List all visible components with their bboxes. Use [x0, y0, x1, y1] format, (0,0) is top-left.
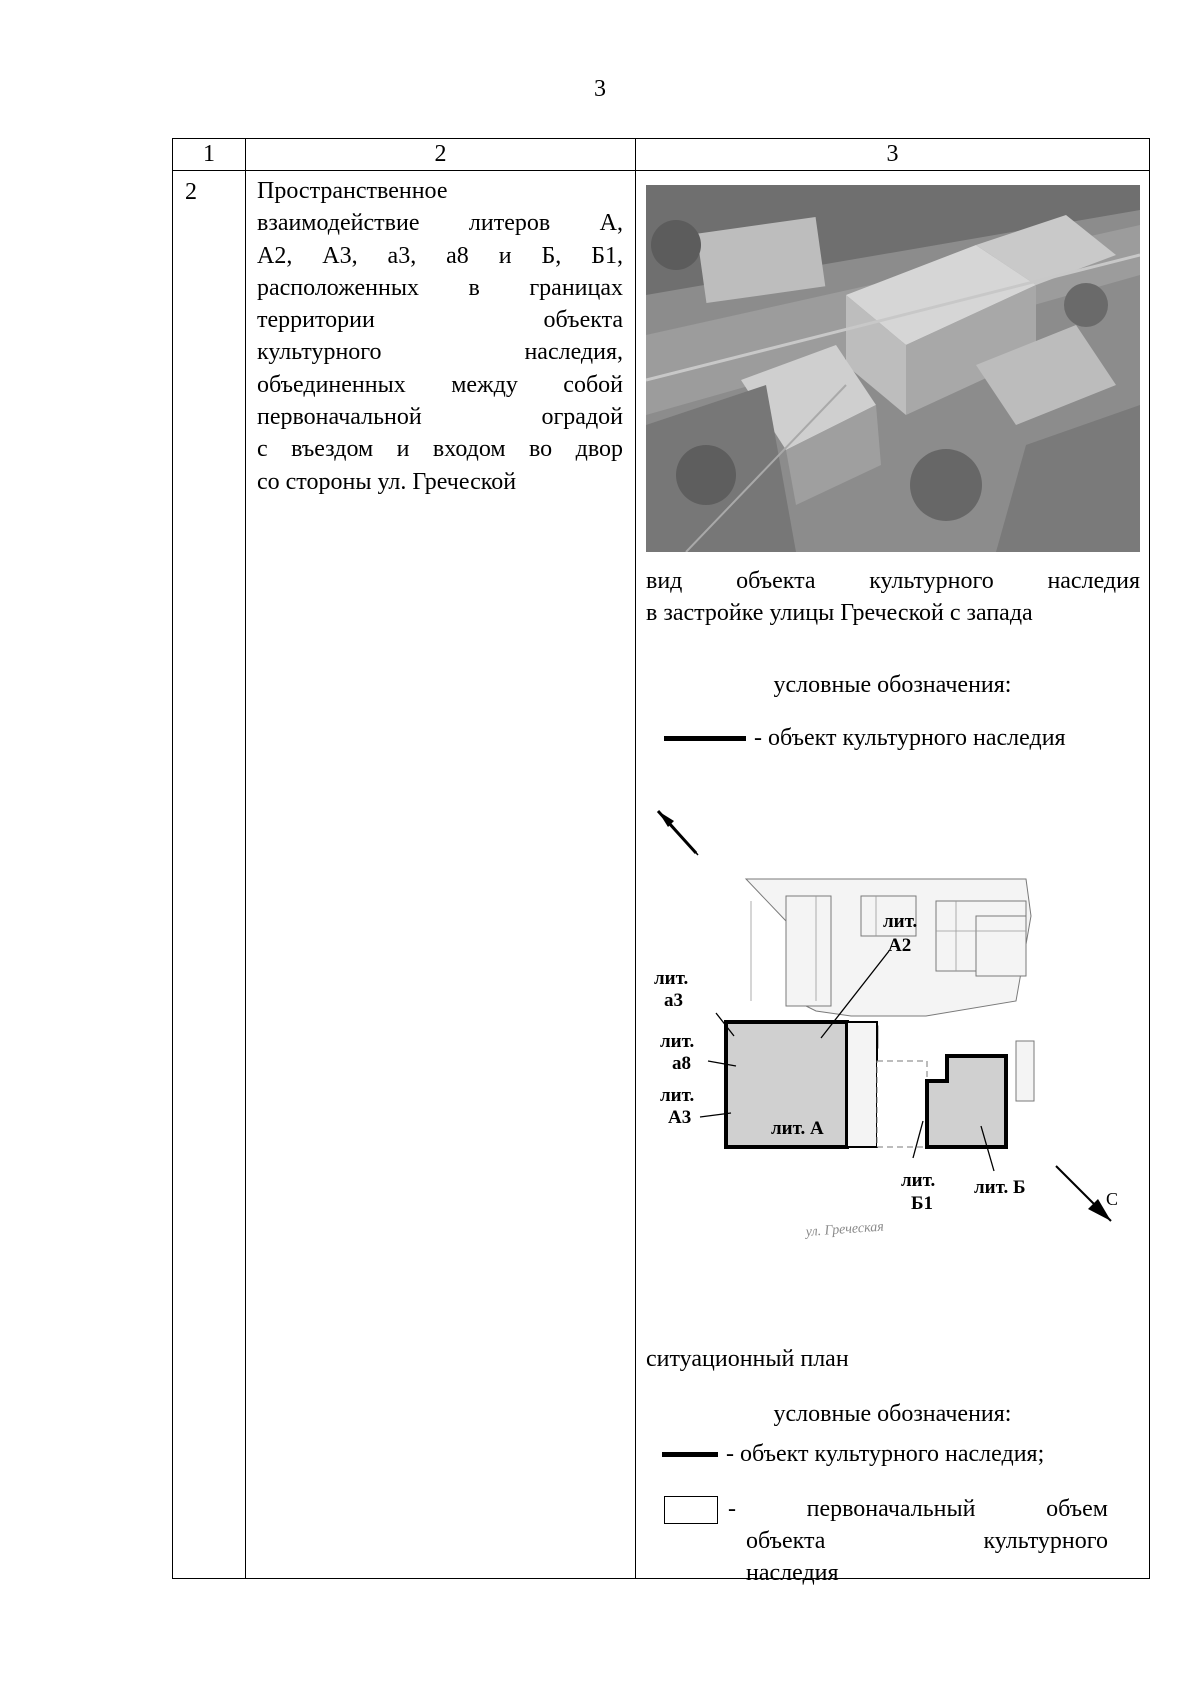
- description-line: расположенных в границах: [257, 274, 623, 301]
- description-line: А2, А3, а3, а8 и Б, Б1,: [257, 242, 623, 269]
- legend-2-item-1: - объект культурного наследия;: [726, 1441, 1045, 1467]
- plan-label-A3: А3: [668, 1107, 692, 1128]
- plan-label-A: лит. А: [771, 1118, 824, 1139]
- legend-2-item-2-line-1: - первоначальный объем: [728, 1496, 1108, 1522]
- plan-label-B: лит. Б: [974, 1177, 1026, 1198]
- north-arrow-icon: [658, 811, 698, 855]
- row-number: 2: [185, 179, 197, 205]
- situation-plan: [636, 801, 1149, 1283]
- description-line: культурного наследия,: [257, 339, 623, 366]
- document-table: [172, 138, 1150, 1586]
- table-header-row: [173, 139, 1150, 171]
- legend-1-line-swatch: [664, 736, 746, 741]
- plan-label-a3: а3: [664, 990, 683, 1011]
- north-label: С: [1106, 1189, 1119, 1209]
- plan-label-a3-lit: лит.: [654, 968, 689, 989]
- plan-street-label: ул. Греческая: [805, 1219, 885, 1240]
- plan-label-a8: а8: [672, 1053, 691, 1074]
- plan-label-A2: А2: [888, 935, 912, 956]
- header-col-3: 3: [636, 139, 1150, 171]
- legend-1-title: условные обозначения:: [773, 672, 1012, 698]
- description-line: объединенных между собой: [257, 371, 623, 398]
- illustrations-cell: [636, 171, 1150, 1586]
- compass-arrow-icon: [1056, 1166, 1118, 1221]
- legend-2-item-2-line-3: наследия: [746, 1560, 839, 1586]
- table-row: [173, 171, 1150, 1579]
- plan-label-B1-lit: лит.: [901, 1170, 936, 1191]
- row-number-cell: [173, 171, 246, 1579]
- description-line: с въездом и входом во двор: [257, 436, 623, 463]
- plan-label-a8-lit: лит.: [660, 1031, 695, 1052]
- header-col-1: 1: [173, 139, 246, 171]
- legend-2-box-swatch: [664, 1496, 718, 1524]
- description-line: Пространственное: [257, 178, 448, 204]
- legend-1-item: - объект культурного наследия: [754, 725, 1066, 751]
- legend-2-line-swatch: [662, 1452, 718, 1457]
- row-description: [246, 171, 635, 498]
- plan-label-A3-lit: лит.: [660, 1085, 695, 1106]
- photo-caption-line-1: вид объекта культурного наследия: [646, 568, 1140, 594]
- photo-caption-line-2: в застройке улицы Греческой с запада: [646, 600, 1033, 626]
- description-line: взаимодействие литеров А,: [257, 210, 623, 237]
- description-line: первоначальной оградой: [257, 404, 623, 431]
- plan-caption: ситуационный план: [646, 1346, 849, 1372]
- description-line: территории объекта: [257, 307, 623, 334]
- aerial-photo: [646, 185, 1140, 552]
- header-col-2: 2: [246, 139, 636, 171]
- plan-label-B1: Б1: [911, 1193, 934, 1214]
- plan-label-A2-lit: лит.: [883, 911, 918, 932]
- page-number: 3: [594, 76, 606, 102]
- description-line: со стороны ул. Греческой: [257, 468, 517, 495]
- description-cell: [246, 171, 636, 1579]
- legend-2-title: условные обозначения:: [773, 1401, 1012, 1427]
- legend-2-item-2-line-2: объекта культурного: [746, 1528, 1108, 1554]
